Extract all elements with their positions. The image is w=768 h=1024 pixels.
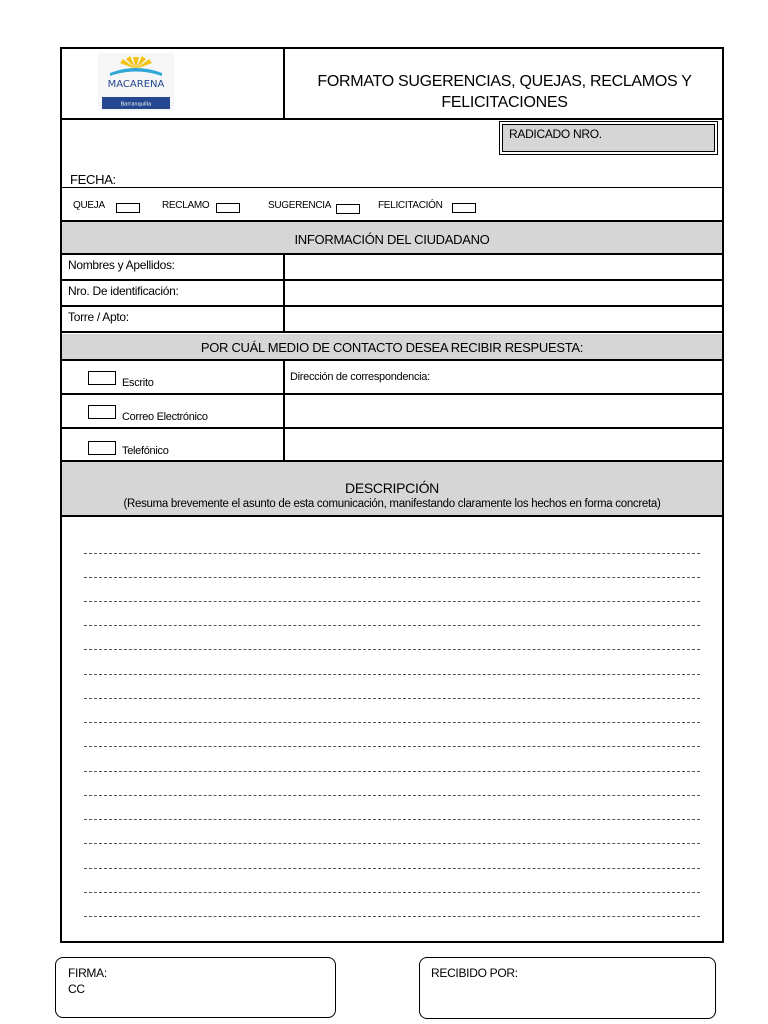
escrito-label: Escrito — [122, 377, 154, 389]
tipo-sugerencia-label: SUGERENCIA — [268, 200, 332, 211]
torre-field[interactable] — [284, 307, 722, 331]
radicado-label: RADICADO NRO. — [509, 127, 602, 141]
recibido-label: RECIBIDO POR: — [431, 966, 518, 980]
fecha-label: FECHA: — [70, 172, 116, 187]
tipo-reclamo-label: RECLAMO — [162, 200, 210, 211]
write-line — [84, 625, 700, 626]
recibido-box[interactable] — [419, 957, 716, 1019]
telefonico-label: Telefónico — [122, 445, 169, 457]
descripcion-heading: DESCRIPCIÓN — [345, 480, 439, 496]
telefono-field[interactable] — [284, 429, 722, 460]
ciudadano-divider — [283, 254, 285, 332]
write-line — [84, 892, 700, 893]
identificacion-label: Nro. De identificación: — [68, 284, 179, 298]
sugerencia-checkbox[interactable] — [336, 204, 360, 214]
write-line — [84, 916, 700, 917]
write-line — [84, 601, 700, 602]
write-line — [84, 649, 700, 650]
logo-graphic — [96, 51, 176, 113]
form-title-line1: FORMATO SUGERENCIAS, QUEJAS, RECLAMOS Y — [317, 73, 692, 90]
header-divider — [283, 49, 285, 119]
firma-box[interactable] — [55, 957, 336, 1018]
logo-sublettering: Barranquilla — [120, 101, 152, 108]
telefonico-checkbox[interactable] — [88, 441, 116, 455]
tipo-queja-label: QUEJA — [73, 200, 105, 211]
correo-field[interactable] — [284, 395, 722, 427]
write-line — [84, 843, 700, 844]
write-line — [84, 771, 700, 772]
write-line — [84, 746, 700, 747]
write-line — [84, 819, 700, 820]
queja-checkbox[interactable] — [116, 203, 140, 213]
write-line — [84, 795, 700, 796]
radicado-box[interactable] — [499, 121, 718, 155]
nombres-label: Nombres y Apellidos: — [68, 258, 175, 272]
form-title-line2: FELICITACIONES — [441, 94, 568, 111]
fecha-bottom-rule — [62, 187, 722, 188]
descripcion-subheading: (Resuma brevemente el asunto de esta comunicación, manifestando claramente los hechos en forma concreta) — [123, 498, 661, 510]
firma-label: FIRMA: — [68, 966, 107, 980]
contacto-band-rule — [62, 359, 722, 361]
nombres-field[interactable] — [284, 255, 722, 279]
tipo-felicitacion-label: FELICITACIÓN — [378, 200, 443, 211]
header-bottom-rule — [62, 118, 722, 120]
write-line — [84, 722, 700, 723]
contacto-divider — [283, 360, 285, 461]
write-line — [84, 698, 700, 699]
escrito-checkbox[interactable] — [88, 371, 116, 385]
identificacion-field[interactable] — [284, 281, 722, 305]
write-line — [84, 868, 700, 869]
form-sheet — [60, 47, 724, 943]
correo-label: Correo Electrónico — [122, 411, 208, 423]
write-line — [84, 674, 700, 675]
reclamo-checkbox[interactable] — [216, 203, 240, 213]
torre-label: Torre / Apto: — [68, 310, 129, 324]
write-line — [84, 553, 700, 554]
descripcion-area[interactable] — [62, 517, 722, 941]
macarena-logo — [96, 51, 176, 113]
direccion-label: Dirección de correspondencia: — [290, 371, 430, 383]
contacto-heading: POR CUÁL MEDIO DE CONTACTO DESEA RECIBIR RESPUESTA: — [200, 340, 584, 355]
felicitacion-checkbox[interactable] — [452, 203, 476, 213]
correo-checkbox[interactable] — [88, 405, 116, 419]
cc-label: CC — [68, 982, 85, 996]
torre-rule — [62, 331, 722, 333]
ciudadano-heading: INFORMACIÓN DEL CIUDADANO — [294, 232, 490, 247]
write-line — [84, 577, 700, 578]
logo-lettering: MACARENA — [107, 79, 165, 90]
